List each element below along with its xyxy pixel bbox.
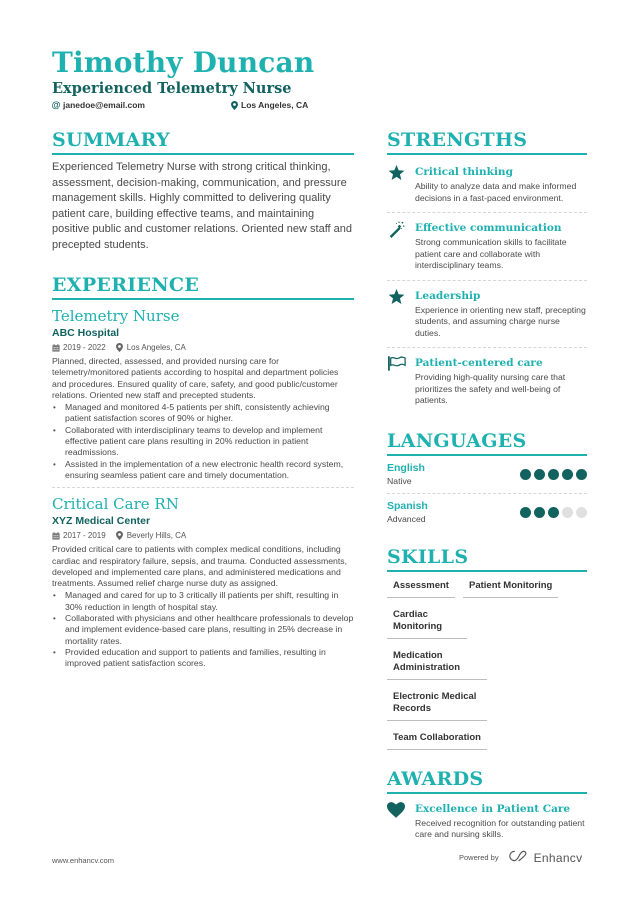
- job-entry: [52, 306, 354, 488]
- strength-title: Effective communication: [415, 222, 562, 234]
- strengths-section: [387, 128, 587, 415]
- job-location: [116, 342, 186, 353]
- language-item: [387, 494, 587, 531]
- bullet-item: • Managed and monitored 4-5 patients per shift, consistently achieving patient satisfaction scores of 90% or higher.: [52, 402, 354, 425]
- skill-tag: Cardiac Monitoring: [387, 605, 467, 639]
- proficiency-dots: [520, 469, 587, 480]
- magic-wand-icon: [387, 221, 415, 272]
- section-title-summary: SUMMARY: [52, 129, 170, 151]
- dates-text: 2019 - 2022: [63, 343, 106, 352]
- job-title: Critical Care RN: [52, 495, 179, 514]
- language-name: English: [387, 461, 425, 474]
- proficiency-dot-filled: [548, 469, 559, 480]
- flag-icon: [387, 356, 415, 407]
- location-pin-icon: [116, 343, 124, 352]
- left-column: [52, 128, 354, 670]
- section-divider: [52, 298, 354, 300]
- skill-tag: Assessment: [387, 576, 455, 598]
- footer-website[interactable]: www.enhancv.com: [52, 856, 114, 865]
- bullet-item: • Assisted in the implementation of a new electronic health record system, ensuring seamless patient care and timely documentation.: [52, 459, 354, 482]
- proficiency-dot-filled: [548, 507, 559, 518]
- proficiency-dot-filled: [562, 469, 573, 480]
- brand-logo[interactable]: [509, 850, 583, 865]
- section-divider: [387, 153, 587, 155]
- resume-header: [52, 46, 592, 110]
- section-title-awards: AWARDS: [387, 767, 484, 790]
- language-item: [387, 456, 587, 494]
- location-text: Beverly Hills, CA: [126, 531, 187, 541]
- heart-icon: [387, 802, 415, 841]
- at-icon: @: [51, 100, 61, 110]
- strength-item: [387, 281, 587, 349]
- strengths-list: [387, 157, 587, 415]
- strength-description: Providing high-quality nursing care that prioritizes the safety and well-being of patients.: [415, 372, 566, 405]
- language-level: Native: [387, 475, 412, 486]
- skill-tag: Medication Administration: [387, 646, 487, 680]
- proficiency-dot-filled: [520, 469, 531, 480]
- brand-name: Enhancv: [533, 850, 583, 865]
- location-pin-icon: [116, 531, 124, 540]
- award-item: [387, 794, 587, 841]
- strength-description: Ability to analyze data and make informed decisions in a fast-paced environment.: [415, 181, 577, 203]
- contact-info: [52, 100, 592, 110]
- email-text: janedoe@email.com: [63, 100, 145, 110]
- strength-item: [387, 213, 587, 281]
- strength-title: Critical thinking: [415, 166, 513, 178]
- proficiency-dots: [520, 507, 587, 518]
- experience-section: [52, 273, 354, 670]
- strength-item: [387, 157, 587, 213]
- proficiency-dot-empty: [562, 507, 573, 518]
- proficiency-dot-filled: [534, 469, 545, 480]
- section-title-languages: LANGUAGES: [387, 429, 527, 452]
- section-title-skills: SKILLS: [387, 545, 469, 568]
- skill-tag: Patient Monitoring: [463, 576, 558, 598]
- powered-by-label: Powered by: [459, 853, 499, 862]
- award-title: Excellence in Patient Care: [415, 802, 571, 815]
- strength-title: Leadership: [415, 289, 481, 302]
- contact-email[interactable]: [52, 100, 230, 110]
- company-name: XYZ Medical Center: [52, 515, 151, 528]
- bullet-item: • Managed and cared for up to 3 critically ill patients per shift, resulting in 30% reduction in length of hospital stay.: [52, 590, 354, 613]
- bullet-item: • Collaborated with interdisciplinary teams to develop and implement effective patient care plans resulting in 20% reduction in patient readmissions.: [52, 425, 354, 459]
- bullet-item: • Provided education and support to patients and families, resulting in improved patient satisfaction scores.: [52, 647, 354, 670]
- location-pin-icon: [230, 101, 238, 110]
- strength-description: Strong communication skills to facilitate patient care and collaborate with interdisciplinary teams.: [415, 237, 567, 270]
- company-name: ABC Hospital: [52, 327, 120, 339]
- enhancv-logo-icon: [509, 850, 529, 865]
- job-dates: [52, 342, 106, 353]
- dates-text: 2017 - 2019: [63, 531, 106, 541]
- proficiency-dot-filled: [520, 507, 531, 518]
- section-title-strengths: STRENGTHS: [387, 129, 528, 151]
- skill-tag: Electronic Medical Records: [387, 687, 487, 721]
- strength-description: Experience in orienting new staff, precepting students, and assuming charge nurse duties.: [415, 304, 586, 338]
- summary-section: [52, 128, 354, 253]
- job-bullets: [52, 402, 354, 481]
- job-divider: [52, 487, 354, 488]
- footer-branding: [459, 850, 582, 865]
- candidate-name: Timothy Duncan: [52, 46, 315, 79]
- job-location: [116, 530, 187, 541]
- candidate-title: Experienced Telemetry Nurse: [52, 80, 292, 97]
- skills-list: [387, 576, 587, 757]
- job-dates: [52, 530, 106, 541]
- languages-section: [387, 429, 587, 531]
- star-icon: [387, 289, 415, 340]
- calendar-icon: [52, 344, 60, 352]
- section-divider: [52, 153, 354, 155]
- calendar-icon: [52, 532, 60, 540]
- section-title-experience: EXPERIENCE: [52, 274, 200, 296]
- proficiency-dot-filled: [576, 469, 587, 480]
- skill-tag: Team Collaboration: [387, 728, 487, 750]
- section-divider: [387, 570, 587, 572]
- job-bullets: [52, 590, 354, 669]
- strength-title: Patient-centered care: [415, 357, 543, 369]
- job-description: Provided critical care to patients with complex medical conditions, including cardiac and respiratory failure, sepsis, and trauma. Conducted assessments, developed and implemented care plans, and administered medications and treatments. Assumed relief charge nurse duty as assigned.: [52, 544, 348, 589]
- language-name: Spanish: [387, 499, 428, 512]
- contact-location: [230, 100, 308, 110]
- job-meta: [52, 342, 354, 353]
- skills-section: [387, 545, 587, 757]
- location-text: Los Angeles, CA: [126, 343, 186, 352]
- strength-item: [387, 348, 587, 415]
- language-level: Advanced: [387, 513, 426, 524]
- summary-text: Experienced Telemetry Nurse with strong critical thinking, assessment, decision-making, communication, and pressure management skills. Highly committed to delivering quality patient care, building effective teams, and maintaining positive public and customer relations. Oriented new staff and precepted students.: [52, 161, 353, 251]
- awards-section: [387, 767, 587, 841]
- job-description: Planned, directed, assessed, and provided nursing care for telemetry/monitored patients according to hospital and department policies and procedures. Ensured quality of care, safety, and good public/customer relations. Oriented new staff and precepted students.: [52, 356, 339, 400]
- proficiency-dot-empty: [576, 507, 587, 518]
- bullet-item: • Collaborated with physicians and other healthcare professionals to develop and implement evidence-based care plans, resulting in 25% decrease in mortality rates.: [52, 613, 354, 647]
- job-entry: [52, 494, 354, 669]
- job-meta: [52, 530, 354, 541]
- location-text: Los Angeles, CA: [241, 100, 309, 110]
- right-column: [387, 128, 587, 841]
- award-description: Received recognition for outstanding patient care and nursing skills.: [415, 817, 585, 839]
- job-title: Telemetry Nurse: [52, 307, 180, 325]
- star-icon: [387, 165, 415, 204]
- proficiency-dot-filled: [534, 507, 545, 518]
